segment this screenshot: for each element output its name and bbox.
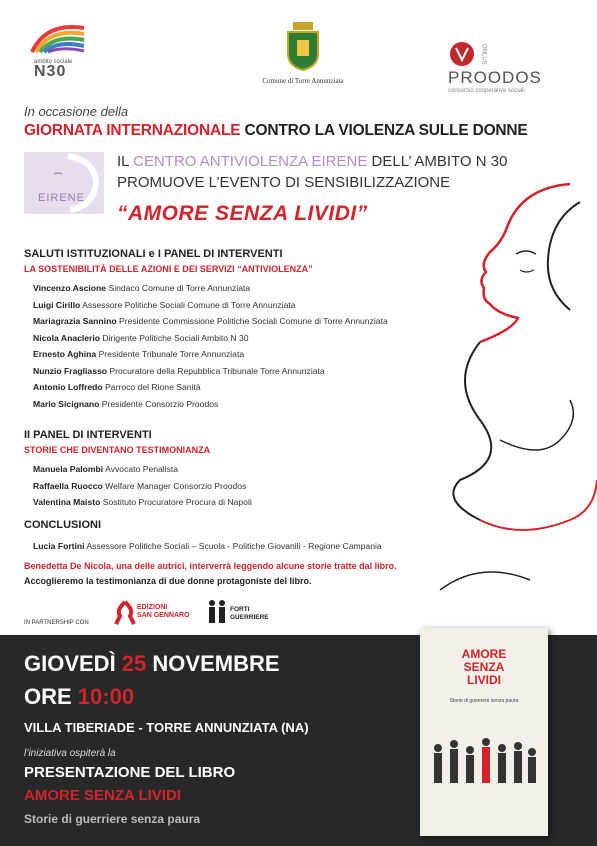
panel1-list (33, 280, 388, 412)
ambito-n30-logo (26, 20, 96, 81)
giornata-red: GIORNATA INTERNAZIONALE (24, 122, 241, 139)
conclusioni-item: Lucia Fortini Assessore Politiche Sociali – Scuola - Politiche Giovanili - Regione Campania (33, 541, 382, 551)
list-item: Manuela Palombi Avvocato Penalista (33, 464, 179, 474)
panel2-heading: II PANEL DI INTERVENTI (24, 429, 152, 441)
list-item: Mariagrazia Sannino Presidente Commissione Politiche Sociali Comune di Torre Annunziata (33, 316, 388, 326)
giornata-title (24, 122, 528, 140)
panel1-subheading: LA SOSTENIBILITÀ DELLE AZIONI E DEI SERVIZI “ANTIVIOLENZA” (24, 264, 313, 274)
rainbow-icon (26, 20, 88, 54)
iniziativa-text: l’iniziativa ospiterà la (24, 748, 116, 759)
onlus-label: ONLUS (480, 43, 487, 65)
proodos-name: PROODOS (448, 68, 542, 87)
face-icon (24, 152, 104, 214)
book-cover-subtitle: Storie di guerriere senza paura (449, 698, 519, 704)
edizioni-logo (137, 604, 190, 620)
list-item: Nicola Anaclerio Dirigente Politiche Sociali Ambito N 30 (33, 332, 249, 343)
edizioni-line2: SAN GENNARO (137, 612, 190, 619)
book-cover-title: AMORE SENZA LIVIDI (461, 647, 507, 687)
panel2-list (33, 461, 252, 511)
note-black: Accoglieremo la testimonianza di due donne protagoniste del libro. (24, 576, 312, 586)
edizioni-line1: EDIZIONI (137, 604, 168, 611)
panel1-heading: SALUTI ISTITUZIONALI e I PANEL DI INTERVENTI (24, 248, 283, 260)
forti-line2: GUERRIERE (230, 614, 269, 621)
forti-logo (230, 606, 269, 622)
proodos-circle-icon (448, 40, 476, 68)
proodos-sub: consorzio cooperative sociali (448, 88, 525, 94)
face-lineart-icon (420, 180, 597, 610)
list-item: Ernesto Aghina Presidente Tribunale Torre Annunziata (33, 349, 245, 359)
comune-label: Comune di Torre Annunziata (262, 77, 344, 85)
book-subtitle: Storie di guerriere senza paura (24, 812, 201, 826)
comune-logo (258, 20, 348, 85)
event-date: GIOVEDÌ 25 NOVEMBRE (24, 651, 280, 676)
book-cover (420, 628, 548, 836)
partnership-label: IN PARTNERSHIP CON (24, 620, 89, 626)
crest-icon (280, 20, 326, 72)
centro-line1-c: DELL’ AMBITO N 30 (367, 153, 508, 170)
event-place: VILLA TIBERIADE - TORRE ANNUNZIATA (NA) (24, 720, 309, 735)
n30-label: N30 (34, 63, 67, 80)
event-title: “AMORE SENZA LIVIDI” (117, 202, 368, 225)
edizioni-ribbon-icon (114, 600, 136, 626)
ambito-label: ambito sociale (34, 59, 73, 65)
centro-line2: PROMUOVE L’EVENTO DI SENSIBILIZZAZIONE (117, 174, 451, 191)
proodos-logo (448, 40, 578, 94)
list-item: Valentina Maisto Sostituto Procuratore Procura di Napoli (33, 497, 252, 507)
event-time: ORE 10:00 (24, 684, 135, 709)
panel2-subheading: STORIE CHE DIVENTANO TESTIMONIANZA (24, 445, 211, 455)
presentazione-title: PRESENTAZIONE DEL LIBRO (24, 764, 236, 781)
list-item: Mario Sicignano Presidente Consorzio Proodos (33, 398, 219, 409)
book-title: AMORE SENZA LIVIDI (24, 787, 181, 804)
list-item: Vincenzo Ascione Sindaco Comune di Torre Annunziata (33, 283, 251, 293)
list-item: Raffaella Ruocco Welfare Manager Consorzio Proodos (33, 480, 247, 491)
occasione-text: In occasione della (24, 104, 129, 119)
centro-line1-b: CENTRO ANTIVIOLENZA EIRENE (133, 153, 368, 170)
list-item: Luigi Cirillo Assessore Politiche Sociali Comune di Torre Annunziata (33, 299, 296, 310)
forti-line1: FORTI (230, 606, 250, 613)
eirene-logo (24, 152, 104, 214)
centro-line1-a: IL (117, 153, 134, 170)
giornata-rest: CONTRO LA VIOLENZA SULLE DONNE (240, 122, 528, 139)
conclusioni-heading: CONCLUSIONI (24, 519, 101, 531)
eirene-text: EIRENE (38, 192, 85, 204)
forti-figures-icon (206, 598, 228, 626)
list-item: Antonio Loffredo Parroco del Rione Sanità (33, 382, 201, 392)
list-item: Nunzio Fragliasso Procuratore della Repubblica Tribunale Torre Annunziata (33, 365, 325, 376)
note-red: Benedetta De Nicola, una delle autrici, interverrà leggendo alcune storie tratte dal libro. (24, 561, 397, 571)
silhouettes-icon (428, 728, 540, 798)
